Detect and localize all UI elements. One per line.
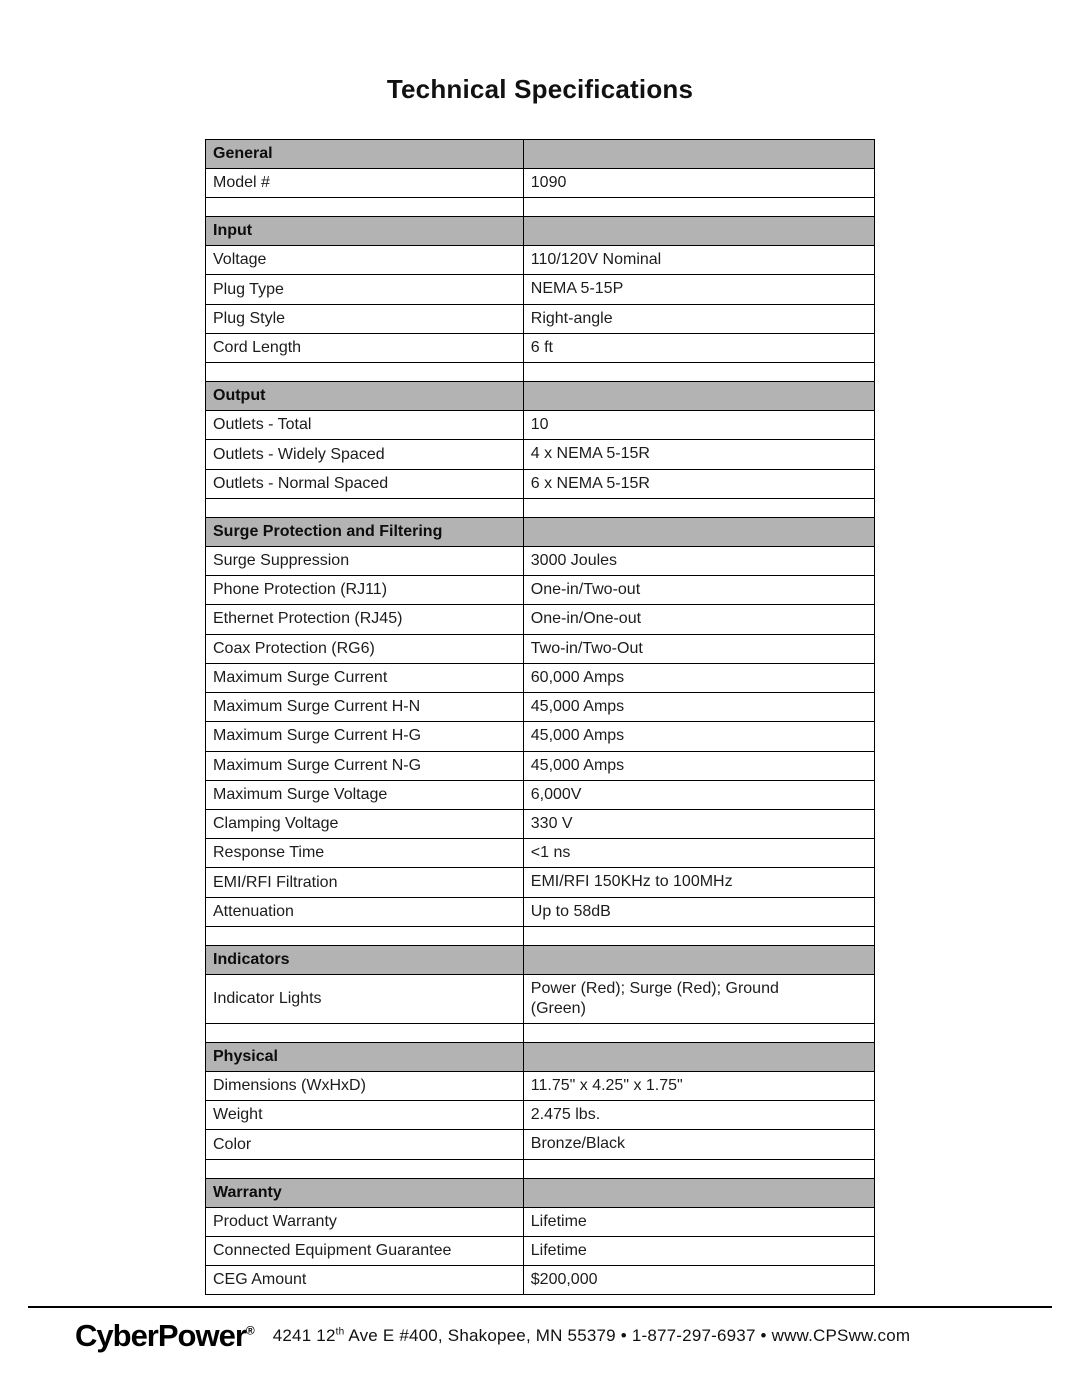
spec-value-cell xyxy=(523,304,874,333)
spacer-row xyxy=(206,198,875,217)
spec-value: Power (Red); Surge (Red); Ground (Green) xyxy=(530,979,779,1017)
spec-value-cell xyxy=(523,809,874,838)
section-header-label: Surge Protection and Filtering xyxy=(206,517,524,546)
spec-row xyxy=(206,169,875,198)
spec-row xyxy=(206,780,875,809)
spec-label-cell: Product Warranty xyxy=(206,1207,524,1236)
spec-row xyxy=(206,663,875,692)
spec-label-cell: Maximum Surge Voltage xyxy=(206,780,524,809)
spec-value-cell xyxy=(523,1101,874,1130)
spec-row xyxy=(206,839,875,868)
spacer-cell xyxy=(523,198,874,217)
spec-value-cell xyxy=(523,634,874,663)
spec-value: 45,000 Amps xyxy=(530,698,625,716)
spec-value: NEMA 5-15P xyxy=(530,280,624,298)
spec-label-cell: Color xyxy=(206,1130,524,1159)
spec-value: Up to 58dB xyxy=(530,902,611,920)
spec-label-cell: Clamping Voltage xyxy=(206,809,524,838)
spec-label-cell: Attenuation xyxy=(206,897,524,926)
spec-value: 45,000 Amps xyxy=(530,727,625,745)
spacer-row xyxy=(206,1023,875,1042)
spec-label-cell: Maximum Surge Current xyxy=(206,663,524,692)
spec-row xyxy=(206,605,875,634)
spec-value: One-in/One-out xyxy=(530,610,642,628)
spec-label-cell: Maximum Surge Current N-G xyxy=(206,751,524,780)
spec-value: One-in/Two-out xyxy=(530,581,641,599)
section-header-row xyxy=(206,217,875,246)
spacer-cell xyxy=(523,1159,874,1178)
spec-label-cell: Response Time xyxy=(206,839,524,868)
spec-value: Bronze/Black xyxy=(530,1135,626,1153)
spec-value: 4 x NEMA 5-15R xyxy=(530,445,650,463)
spec-value-cell xyxy=(523,839,874,868)
spacer-row xyxy=(206,363,875,382)
section-header-row xyxy=(206,517,875,546)
spec-label-cell: Maximum Surge Current H-N xyxy=(206,693,524,722)
address-ordinal: th xyxy=(335,1326,345,1338)
logo-text-power: Power xyxy=(157,1318,246,1353)
spacer-cell xyxy=(206,363,524,382)
spec-label-cell: Coax Protection (RG6) xyxy=(206,634,524,663)
section-header-label: Input xyxy=(206,217,524,246)
spec-row xyxy=(206,974,875,1023)
spacer-cell xyxy=(206,498,524,517)
section-header-label: Indicators xyxy=(206,945,524,974)
spacer-row xyxy=(206,1159,875,1178)
spec-label-cell: Connected Equipment Guarantee xyxy=(206,1236,524,1265)
spec-value: 45,000 Amps xyxy=(530,756,625,774)
spec-value: 6 ft xyxy=(530,338,553,356)
spec-value-cell xyxy=(523,246,874,275)
spec-row xyxy=(206,722,875,751)
spec-row xyxy=(206,440,875,469)
spec-label-cell: Maximum Surge Current H-G xyxy=(206,722,524,751)
spacer-cell xyxy=(523,498,874,517)
spec-value: 2.475 lbs. xyxy=(530,1106,601,1124)
spec-row xyxy=(206,751,875,780)
spec-value-cell xyxy=(523,751,874,780)
spec-value: 1090 xyxy=(530,174,567,191)
spec-value-cell xyxy=(523,974,874,1023)
spec-value-cell xyxy=(523,722,874,751)
logo-text-cyber: Cyber xyxy=(75,1318,158,1353)
footer-address xyxy=(273,1326,910,1346)
section-header-blank-cell xyxy=(523,517,874,546)
spec-label-cell: Outlets - Total xyxy=(206,411,524,440)
spec-label-cell: Plug Style xyxy=(206,304,524,333)
spec-row xyxy=(206,411,875,440)
section-header-label: Output xyxy=(206,382,524,411)
section-header-row xyxy=(206,945,875,974)
spec-value: 10 xyxy=(530,416,549,434)
spec-row xyxy=(206,546,875,575)
registered-mark-icon: ® xyxy=(245,1323,255,1338)
spec-value-cell xyxy=(523,169,874,198)
spec-row xyxy=(206,1266,875,1295)
spec-value-cell xyxy=(523,469,874,498)
spec-value-cell xyxy=(523,1130,874,1159)
spec-row xyxy=(206,634,875,663)
spec-value-cell xyxy=(523,1266,874,1295)
spec-table-body xyxy=(206,140,875,1295)
spec-row xyxy=(206,246,875,275)
spec-row xyxy=(206,1101,875,1130)
section-header-blank-cell xyxy=(523,140,874,169)
section-header-row xyxy=(206,1042,875,1071)
spec-label-cell: Phone Protection (RJ11) xyxy=(206,576,524,605)
spec-value: 3000 Joules xyxy=(530,551,618,569)
section-header-blank-cell xyxy=(523,382,874,411)
spec-value-cell xyxy=(523,897,874,926)
spacer-cell xyxy=(206,926,524,945)
spec-value: $200,000 xyxy=(530,1271,598,1289)
page-title: Technical Specifications xyxy=(386,74,694,104)
spec-value-cell xyxy=(523,1071,874,1100)
spec-value: Lifetime xyxy=(530,1241,587,1259)
section-header-label: Physical xyxy=(206,1042,524,1071)
section-header-label: Warranty xyxy=(206,1178,524,1207)
spec-label-cell: Cord Length xyxy=(206,333,524,362)
spec-value-cell xyxy=(523,1207,874,1236)
spec-value: 60,000 Amps xyxy=(530,668,625,686)
spec-value: EMI/RFI 150KHz to 100MHz xyxy=(530,873,733,891)
spacer-row xyxy=(206,498,875,517)
spec-label-cell: Weight xyxy=(206,1101,524,1130)
spacer-row xyxy=(206,926,875,945)
spec-value-cell xyxy=(523,576,874,605)
spec-row xyxy=(206,576,875,605)
section-header-blank-cell xyxy=(523,1042,874,1071)
spec-value: 110/120V Nominal xyxy=(530,251,662,269)
spec-value-cell xyxy=(523,605,874,634)
spec-value-cell xyxy=(523,693,874,722)
spec-label-cell: Ethernet Protection (RJ45) xyxy=(206,605,524,634)
spec-value-cell xyxy=(523,411,874,440)
spec-value: 6 x NEMA 5-15R xyxy=(530,474,650,492)
spec-value: Lifetime xyxy=(530,1212,587,1230)
spec-value-cell xyxy=(523,1236,874,1265)
spec-value-cell xyxy=(523,780,874,809)
section-header-blank-cell xyxy=(523,1178,874,1207)
spec-row xyxy=(206,693,875,722)
spec-row xyxy=(206,1236,875,1265)
section-header-blank-cell xyxy=(523,945,874,974)
spec-value-cell xyxy=(523,333,874,362)
spec-value: 11.75" x 4.25" x 1.75" xyxy=(530,1076,683,1094)
section-header-blank-cell xyxy=(523,217,874,246)
footer xyxy=(28,1306,1052,1354)
spec-value: 6,000V xyxy=(530,785,582,803)
spec-row xyxy=(206,333,875,362)
spec-row xyxy=(206,1207,875,1236)
spec-label-cell: Voltage xyxy=(206,246,524,275)
spec-table xyxy=(205,139,875,1295)
spec-label-cell: Outlets - Normal Spaced xyxy=(206,469,524,498)
spec-label-cell: CEG Amount xyxy=(206,1266,524,1295)
cyberpower-logo xyxy=(75,1318,255,1354)
spec-value-cell xyxy=(523,546,874,575)
spec-value-cell xyxy=(523,275,874,304)
spec-label-cell: Surge Suppression xyxy=(206,546,524,575)
section-header-row xyxy=(206,382,875,411)
spec-label-cell: Indicator Lights xyxy=(206,974,524,1023)
address-text-rest: Ave E #400, Shakopee, MN 55379 • 1-877-297-6937 • www.CPSww.com xyxy=(344,1326,911,1345)
spec-row xyxy=(206,897,875,926)
footer-row xyxy=(28,1308,1052,1354)
spacer-cell xyxy=(523,363,874,382)
spacer-cell xyxy=(206,198,524,217)
spec-value: Two-in/Two-Out xyxy=(530,639,643,657)
spacer-cell xyxy=(206,1159,524,1178)
spacer-cell xyxy=(523,1023,874,1042)
section-header-label: General xyxy=(206,140,524,169)
spec-label-cell: EMI/RFI Filtration xyxy=(206,868,524,897)
spec-value: Right-angle xyxy=(530,309,613,327)
section-header-row xyxy=(206,1178,875,1207)
spec-value-cell xyxy=(523,663,874,692)
spec-value: 330 V xyxy=(530,814,573,832)
spec-row xyxy=(206,275,875,304)
spec-label-cell: Dimensions (WxHxD) xyxy=(206,1071,524,1100)
address-text-start: 4241 12 xyxy=(272,1326,336,1345)
spec-label-cell: Plug Type xyxy=(206,275,524,304)
spec-value: <1 ns xyxy=(530,844,571,862)
spec-label-cell: Model # xyxy=(206,169,524,198)
spacer-cell xyxy=(206,1023,524,1042)
spec-value-cell xyxy=(523,440,874,469)
spec-row xyxy=(206,469,875,498)
spec-value-cell xyxy=(523,868,874,897)
spec-row xyxy=(206,1130,875,1159)
spec-row xyxy=(206,868,875,897)
spec-label-cell: Outlets - Widely Spaced xyxy=(206,440,524,469)
spec-row xyxy=(206,1071,875,1100)
section-header-row xyxy=(206,140,875,169)
spec-row xyxy=(206,809,875,838)
spacer-cell xyxy=(523,926,874,945)
spec-row xyxy=(206,304,875,333)
